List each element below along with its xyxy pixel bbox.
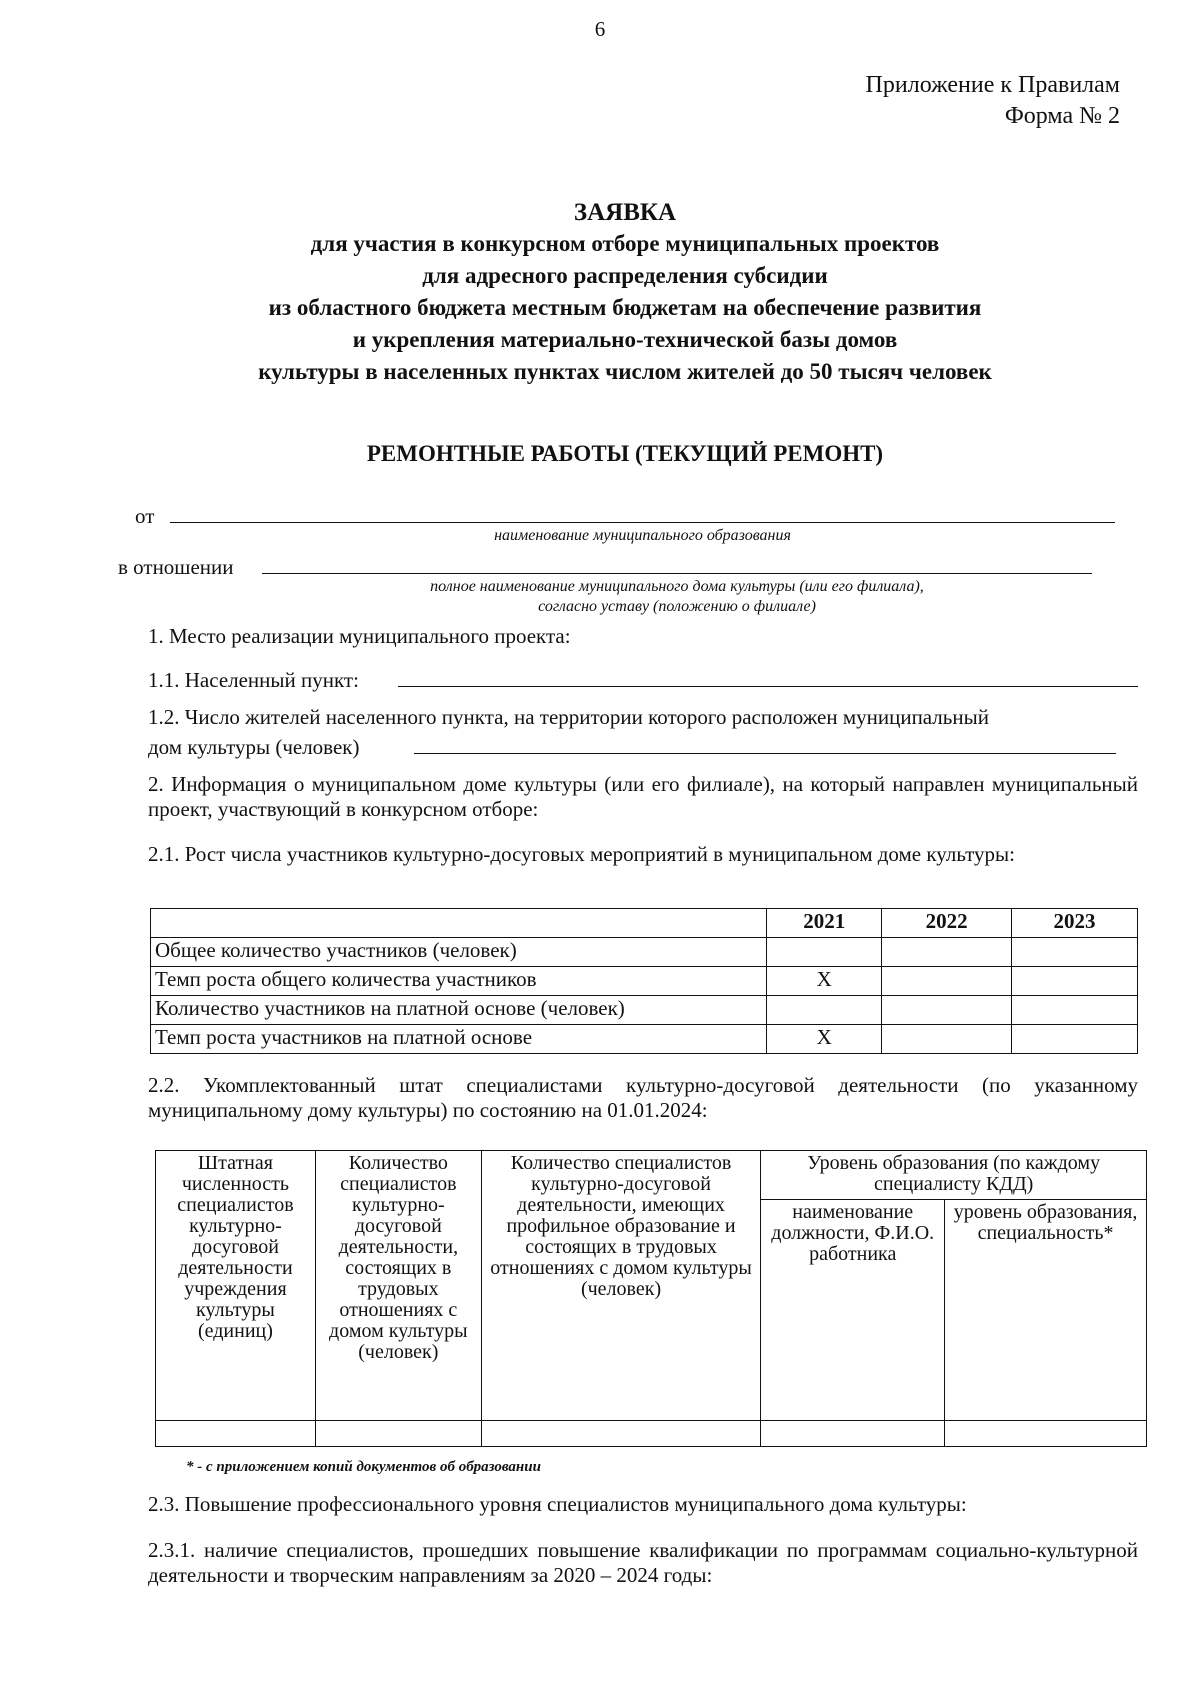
table-cell bbox=[1012, 967, 1138, 996]
section-2: 2. Информация о муниципальном доме культуры (или его филиале), на который направлен муниципальный проект, участвующий в конкурсном отборе: bbox=[148, 772, 1138, 822]
form-number: Форма № 2 bbox=[1004, 103, 1120, 130]
section-2-3-1: 2.3.1. наличие специалистов, прошедших повышение квалификации по программам социально-культурной деятельности и творческим направлениям за 2020 – 2024 годы: bbox=[148, 1538, 1138, 1588]
row-label: Темп роста участников на платной основе bbox=[151, 1025, 767, 1054]
title-line-3: из областного бюджета местным бюджетам на обеспечение развития bbox=[268, 295, 982, 320]
table-cell bbox=[315, 1421, 481, 1447]
appendix-header bbox=[866, 70, 1120, 132]
participants-table bbox=[150, 908, 1138, 1054]
section-1-2-line2: дом культуры (человек) bbox=[148, 735, 360, 759]
table-cell bbox=[882, 996, 1012, 1025]
title-line-2: для адресного распределения субсидии bbox=[422, 263, 828, 288]
row-label: Общее количество участников (человек) bbox=[151, 938, 767, 967]
regarding-hint-2: согласно уставу (положению о филиале) bbox=[538, 598, 816, 615]
section-2-2: 2.2. Укомплектованный штат специалистами культурно-досуговой деятельности (по указанному муниципальному дому культуры) по состоянию на 01.01.2024: bbox=[148, 1073, 1138, 1123]
section-1-1-label: 1.1. Населенный пункт: bbox=[148, 668, 359, 692]
year-2023: 2023 bbox=[1012, 909, 1138, 938]
table-cell bbox=[945, 1421, 1147, 1447]
regarding-blank-line bbox=[262, 573, 1092, 574]
from-label: от bbox=[135, 504, 155, 528]
table-cell bbox=[761, 1421, 945, 1447]
section-1-2-line1: 1.2. Число жителей населенного пункта, на территории которого расположен муниципальный bbox=[148, 705, 989, 729]
from-hint: наименование муниципального образования bbox=[494, 527, 791, 544]
table-cell bbox=[767, 938, 882, 967]
table-cell bbox=[882, 967, 1012, 996]
staff-col-headcount: Штатная численность специалистов культурно-досуговой деятельности учреждения культуры (единиц) bbox=[156, 1151, 316, 1421]
settlement-blank-line bbox=[398, 686, 1138, 687]
table-cell: Х bbox=[767, 1025, 882, 1054]
table-header-row bbox=[151, 909, 1138, 938]
table-row bbox=[151, 1025, 1138, 1054]
title-line-4: и укрепления материально-технической базы домов bbox=[352, 327, 898, 352]
staff-col-position: наименование должности, Ф.И.О. работника bbox=[761, 1200, 945, 1421]
staff-header-row bbox=[156, 1151, 1147, 1200]
table-cell bbox=[1012, 996, 1138, 1025]
regarding-hint-1: полное наименование муниципального дома культуры (или его филиала), bbox=[430, 578, 924, 595]
table-cell bbox=[882, 938, 1012, 967]
staff-col-specialists: Количество специалистов культурно-досуговой деятельности, состоящих в трудовых отношениях с домом культуры (человек) bbox=[315, 1151, 481, 1421]
table-cell bbox=[882, 1025, 1012, 1054]
table-cell: Х bbox=[767, 967, 882, 996]
table-cell bbox=[1012, 1025, 1138, 1054]
staff-col-education-group: Уровень образования (по каждому специалисту КДД) bbox=[761, 1151, 1147, 1200]
row-label: Темп роста общего количества участников bbox=[151, 967, 767, 996]
year-2022: 2022 bbox=[882, 909, 1012, 938]
table-row bbox=[151, 938, 1138, 967]
section-2-3: 2.3. Повышение профессионального уровня специалистов муниципального дома культуры: bbox=[148, 1492, 967, 1516]
title-line-1: для участия в конкурсном отборе муниципальных проектов bbox=[310, 231, 940, 256]
table-row bbox=[151, 967, 1138, 996]
table-cell bbox=[1012, 938, 1138, 967]
page-number: 6 bbox=[594, 17, 606, 41]
footnote: * - с приложением копий документов об образовании bbox=[186, 1459, 541, 1475]
appendix-line: Приложение к Правилам bbox=[865, 72, 1120, 98]
staff-empty-row bbox=[156, 1421, 1147, 1447]
title-line-5: культуры в населенных пунктах числом жителей до 50 тысяч человек bbox=[258, 359, 992, 384]
document-title: ЗАЯВКА bbox=[573, 199, 677, 226]
from-blank-line bbox=[170, 522, 1115, 523]
table-row bbox=[151, 996, 1138, 1025]
staff-col-qualified: Количество специалистов культурно-досуговой деятельности, имеющих профильное образование и состоящих в трудовых отношениях с домом культуры (человек) bbox=[481, 1151, 761, 1421]
document-subtitle: РЕМОНТНЫЕ РАБОТЫ (ТЕКУЩИЙ РЕМОНТ) bbox=[366, 441, 884, 466]
table-cell bbox=[481, 1421, 761, 1447]
table-cell bbox=[767, 996, 882, 1025]
staff-col-education: уровень образования, специальность* bbox=[945, 1200, 1147, 1421]
section-2-1: 2.1. Рост числа участников культурно-досуговых мероприятий в муниципальном доме культуры: bbox=[148, 842, 1015, 866]
staff-table bbox=[155, 1150, 1147, 1447]
row-label: Количество участников на платной основе (человек) bbox=[151, 996, 767, 1025]
year-2021: 2021 bbox=[767, 909, 882, 938]
table-header-empty bbox=[151, 909, 767, 938]
table-cell bbox=[156, 1421, 316, 1447]
population-blank-line bbox=[414, 753, 1116, 754]
regarding-label: в отношении bbox=[118, 555, 234, 579]
section-1: 1. Место реализации муниципального проекта: bbox=[148, 624, 571, 648]
